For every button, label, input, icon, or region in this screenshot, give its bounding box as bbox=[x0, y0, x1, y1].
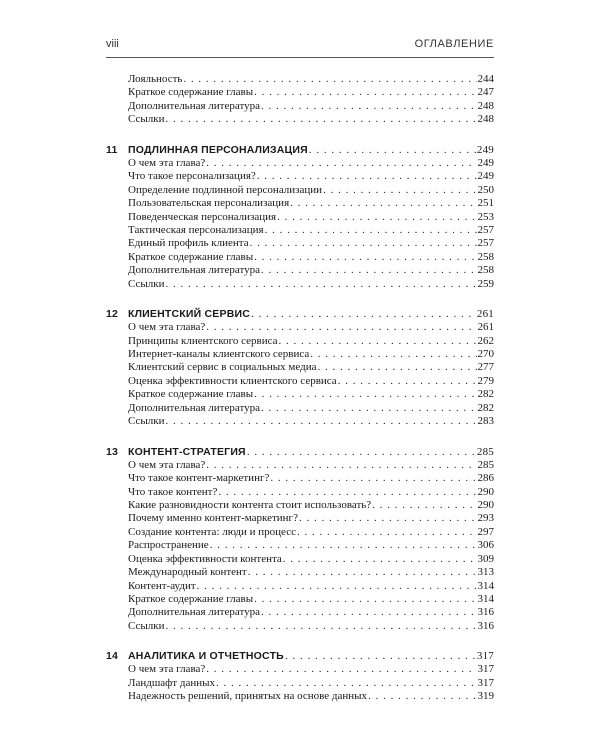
toc-entry-title: Дополнительная литература bbox=[128, 264, 260, 277]
toc-entry-title: Контент-аудит bbox=[128, 579, 196, 592]
toc-entry-page: 279 bbox=[477, 374, 494, 387]
toc-entry[interactable] bbox=[106, 499, 494, 512]
toc-entry-page: 244 bbox=[477, 73, 494, 85]
toc-entry-title: Что такое персонализация? bbox=[128, 170, 256, 183]
toc-entry-title: Единый профиль клиента bbox=[128, 237, 249, 250]
toc-entry-title: Поведенческая персонализация bbox=[128, 210, 277, 223]
toc-entry-title: Ссылки bbox=[128, 619, 165, 632]
dot-leader bbox=[309, 143, 476, 157]
toc-entry-title: О чем эта глава? bbox=[128, 458, 206, 471]
toc-entry-page: 277 bbox=[477, 361, 494, 374]
toc-entry-title: Почему именно контент-маркетинг? bbox=[128, 512, 298, 525]
toc-entry[interactable] bbox=[106, 663, 494, 676]
section-title: ОГЛАВЛЕНИЕ bbox=[414, 38, 494, 50]
chapter-title: КОНТЕНТ-СТРАТЕГИЯ bbox=[128, 445, 246, 458]
toc-entry-title: Какие разновидности контента стоит использовать? bbox=[128, 498, 372, 511]
dot-leader bbox=[277, 211, 476, 224]
toc-entry[interactable] bbox=[106, 593, 494, 606]
toc-entry-title: О чем эта глава? bbox=[128, 663, 206, 676]
chapter-title: ПОДЛИННАЯ ПЕРСОНАЛИЗАЦИЯ bbox=[128, 143, 308, 156]
toc-entry[interactable] bbox=[106, 526, 494, 539]
toc-entry-page: 261 bbox=[477, 321, 494, 334]
toc-entry-title: Ссылки bbox=[128, 277, 165, 290]
dot-leader bbox=[248, 566, 477, 579]
toc-entry[interactable] bbox=[106, 100, 494, 113]
dot-leader bbox=[338, 375, 477, 388]
dot-leader bbox=[261, 100, 477, 113]
chapter-heading[interactable] bbox=[106, 143, 494, 157]
dot-leader bbox=[165, 415, 476, 428]
toc-entry-page: 249 bbox=[477, 156, 494, 169]
toc-entry-page: 317 bbox=[477, 676, 494, 689]
toc-entry-page: 282 bbox=[477, 401, 494, 414]
dot-leader bbox=[261, 402, 477, 415]
toc-entry-page: 316 bbox=[477, 619, 494, 632]
toc-entry-page: 319 bbox=[477, 690, 494, 703]
toc-entry-page: 290 bbox=[477, 498, 494, 511]
toc-entry-page: 251 bbox=[477, 197, 494, 210]
running-head bbox=[106, 38, 494, 54]
toc-entry-page: 250 bbox=[477, 183, 494, 196]
dot-leader bbox=[297, 526, 477, 539]
toc-entry[interactable] bbox=[106, 73, 494, 86]
chapter-heading[interactable] bbox=[106, 445, 494, 459]
toc-entry-title: О чем эта глава? bbox=[128, 156, 206, 169]
toc-entry[interactable] bbox=[106, 348, 494, 361]
dot-leader bbox=[299, 512, 477, 525]
toc-entry[interactable] bbox=[106, 321, 494, 334]
dot-leader bbox=[165, 278, 476, 291]
toc-entry-page: 286 bbox=[477, 472, 494, 485]
toc-entry-title: Ссылки bbox=[128, 113, 165, 126]
chapter-gap bbox=[106, 127, 494, 143]
toc-entry-title: Клиентский сервис в социальных медиа bbox=[128, 361, 317, 374]
toc-entry[interactable] bbox=[106, 224, 494, 237]
toc-entry[interactable] bbox=[106, 553, 494, 566]
chapter-number: 14 bbox=[106, 650, 119, 663]
dot-leader bbox=[254, 388, 476, 401]
toc-entry-page: 314 bbox=[477, 593, 494, 605]
toc-entry-page: 314 bbox=[477, 579, 494, 592]
toc-entry[interactable] bbox=[106, 361, 494, 374]
toc-entry-title: Создание контента: люди и процесс bbox=[128, 525, 296, 538]
toc-entry[interactable] bbox=[106, 184, 494, 197]
dot-leader bbox=[265, 224, 477, 237]
dot-leader bbox=[285, 649, 476, 663]
chapter-gap bbox=[106, 633, 494, 649]
dot-leader bbox=[283, 553, 477, 566]
chapter-heading[interactable] bbox=[106, 649, 494, 663]
chapter-number: 11 bbox=[106, 143, 118, 156]
toc-entry[interactable] bbox=[106, 170, 494, 183]
dot-leader bbox=[323, 184, 476, 197]
toc-entry-page: 316 bbox=[477, 606, 494, 619]
toc-entry[interactable] bbox=[106, 86, 494, 99]
toc-entry-page: 249 bbox=[477, 170, 494, 183]
toc-entry-page: 258 bbox=[477, 250, 494, 263]
toc-entry[interactable] bbox=[106, 472, 494, 485]
page-number: viii bbox=[106, 38, 119, 50]
toc-entry-title: Краткое содержание главы bbox=[128, 86, 254, 99]
toc-entry-title: Определение подлинной персонализации bbox=[128, 183, 323, 196]
toc-entry-title: О чем эта глава? bbox=[128, 321, 206, 334]
toc-entry-page: 258 bbox=[477, 264, 494, 277]
toc-entry-page: 285 bbox=[477, 458, 494, 471]
toc-entry-title: Распространение bbox=[128, 539, 209, 552]
dot-leader bbox=[310, 348, 476, 361]
toc-entry[interactable] bbox=[106, 459, 494, 472]
toc-entry[interactable] bbox=[106, 278, 494, 291]
toc-entry-title: Краткое содержание главы bbox=[128, 593, 254, 605]
dot-leader bbox=[216, 677, 476, 690]
toc-entry-title: Тактическая персонализация bbox=[128, 223, 264, 236]
toc-entry-title: Оценка эффективности контента bbox=[128, 552, 282, 565]
toc-entry[interactable] bbox=[106, 113, 494, 126]
dot-leader bbox=[251, 307, 476, 321]
toc-entry-title: Пользовательская персонализация bbox=[128, 197, 290, 210]
toc-entry-page: 257 bbox=[477, 223, 494, 236]
dot-leader bbox=[278, 335, 476, 348]
toc-entry[interactable] bbox=[106, 237, 494, 250]
header-rule bbox=[106, 57, 494, 58]
toc-entry-page: 282 bbox=[477, 388, 494, 401]
toc-entry[interactable] bbox=[106, 197, 494, 210]
toc-entry[interactable] bbox=[106, 620, 494, 633]
toc-entry[interactable] bbox=[106, 415, 494, 428]
dot-leader bbox=[290, 197, 476, 210]
toc-entry-title: Оценка эффективности клиентского сервиса bbox=[128, 374, 337, 387]
toc-entry-page: 309 bbox=[477, 552, 494, 565]
chapter-title: АНАЛИТИКА И ОТЧЕТНОСТЬ bbox=[128, 650, 284, 663]
chapter-page: 317 bbox=[476, 650, 494, 663]
toc-entry-title: Надежность решений, принятых на основе данных bbox=[128, 690, 368, 703]
toc-entry-page: 248 bbox=[477, 113, 494, 126]
chapter-page: 285 bbox=[476, 445, 494, 458]
toc-entry-page: 259 bbox=[477, 277, 494, 290]
dot-leader bbox=[254, 251, 476, 264]
toc-entry-title: Дополнительная литература bbox=[128, 99, 260, 112]
toc-entry-page: 247 bbox=[477, 86, 494, 99]
dot-leader bbox=[261, 606, 477, 619]
toc-entry[interactable] bbox=[106, 375, 494, 388]
toc-entry-title: Что такое контент? bbox=[128, 485, 218, 498]
dot-leader bbox=[254, 593, 476, 606]
dot-leader bbox=[254, 86, 476, 99]
dot-leader bbox=[247, 445, 476, 459]
dot-leader bbox=[261, 264, 477, 277]
toc-entry-title: Дополнительная литература bbox=[128, 401, 260, 414]
toc-entry-page: 297 bbox=[477, 525, 494, 538]
chapter-number: 12 bbox=[106, 308, 119, 321]
dot-leader bbox=[206, 321, 476, 334]
toc-entry-page: 257 bbox=[477, 237, 494, 250]
dot-leader bbox=[250, 237, 477, 250]
dot-leader bbox=[206, 663, 476, 676]
dot-leader bbox=[165, 113, 476, 126]
chapter-page: 249 bbox=[476, 143, 494, 156]
chapter-gap bbox=[106, 429, 494, 445]
toc-entry[interactable] bbox=[106, 251, 494, 264]
toc-entry[interactable] bbox=[106, 566, 494, 579]
dot-leader bbox=[317, 361, 476, 374]
dot-leader bbox=[218, 486, 476, 499]
dot-leader bbox=[210, 539, 477, 552]
toc-entry-title: Принципы клиентского сервиса bbox=[128, 334, 278, 347]
dot-leader bbox=[372, 499, 476, 512]
toc-entry[interactable] bbox=[106, 264, 494, 277]
toc-entry-title: Интернет-каналы клиентского сервиса bbox=[128, 348, 310, 360]
toc-entry-page: 306 bbox=[477, 539, 494, 552]
toc-entry-title: Ландшафт данных bbox=[128, 676, 216, 689]
dot-leader bbox=[270, 472, 476, 485]
dot-leader bbox=[257, 170, 477, 183]
toc-entry-page: 317 bbox=[477, 663, 494, 676]
dot-leader bbox=[165, 620, 476, 633]
toc-entry[interactable] bbox=[106, 402, 494, 415]
toc-entry[interactable] bbox=[106, 606, 494, 619]
toc-entry-page: 283 bbox=[477, 415, 494, 428]
chapter-number: 13 bbox=[106, 445, 119, 458]
chapter-gap bbox=[106, 291, 494, 307]
toc-entry-page: 313 bbox=[477, 566, 494, 579]
toc-entry-title: Дополнительная литература bbox=[128, 606, 260, 619]
dot-leader bbox=[206, 459, 476, 472]
toc-entry-title: Ссылки bbox=[128, 415, 165, 428]
dot-leader bbox=[368, 690, 476, 703]
toc-entry-page: 253 bbox=[477, 210, 494, 223]
table-of-contents bbox=[106, 73, 494, 704]
toc-entry-title: Лояльность bbox=[128, 73, 183, 85]
toc-entry[interactable] bbox=[106, 211, 494, 224]
toc-entry-title: Международный контент bbox=[128, 566, 247, 579]
dot-leader bbox=[183, 73, 476, 86]
chapter-page: 261 bbox=[476, 308, 494, 321]
toc-entry-page: 290 bbox=[477, 485, 494, 498]
toc-entry[interactable] bbox=[106, 335, 494, 348]
toc-entry[interactable] bbox=[106, 690, 494, 703]
toc-entry-page: 262 bbox=[477, 334, 494, 347]
chapter-title: КЛИЕНТСКИЙ СЕРВИС bbox=[128, 308, 251, 321]
toc-entry-page: 248 bbox=[477, 99, 494, 112]
toc-entry[interactable] bbox=[106, 677, 494, 690]
dot-leader bbox=[197, 580, 477, 593]
chapter-heading[interactable] bbox=[106, 307, 494, 321]
toc-entry[interactable] bbox=[106, 157, 494, 170]
toc-entry[interactable] bbox=[106, 580, 494, 593]
toc-entry[interactable] bbox=[106, 388, 494, 401]
toc-entry-title: Краткое содержание главы bbox=[128, 250, 254, 263]
toc-entry-title: Краткое содержание главы bbox=[128, 388, 254, 401]
toc-entry[interactable] bbox=[106, 486, 494, 499]
toc-entry-page: 270 bbox=[477, 348, 494, 360]
toc-entry-title: Что такое контент-маркетинг? bbox=[128, 472, 270, 485]
toc-entry-page: 293 bbox=[477, 512, 494, 525]
toc-entry[interactable] bbox=[106, 512, 494, 525]
dot-leader bbox=[206, 157, 476, 170]
toc-entry[interactable] bbox=[106, 539, 494, 552]
